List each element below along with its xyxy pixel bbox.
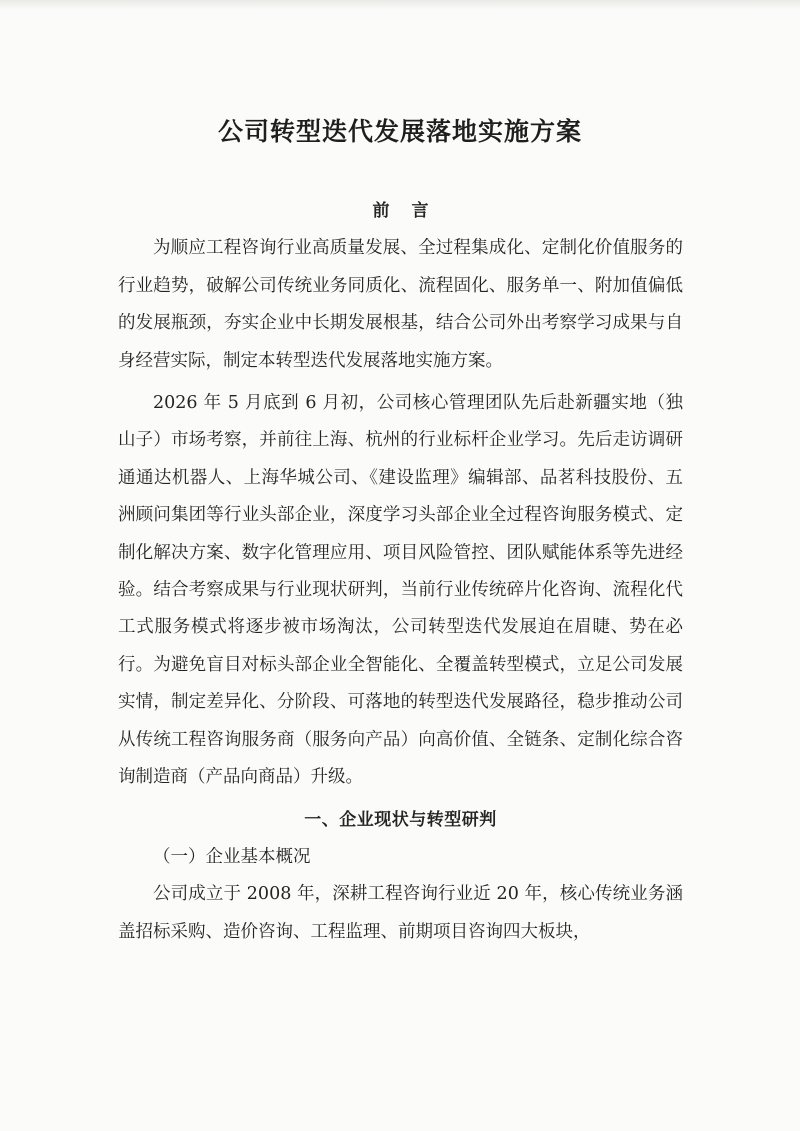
- section-1-paragraph: 公司成立于 2008 年，深耕工程咨询行业近 20 年，核心传统业务涵盖招标采购、造价咨询、工程监理、前期项目咨询四大板块，: [118, 884, 683, 942]
- preface-paragraph-1: 为顺应工程咨询行业高质量发展、全过程集成化、定制化价值服务的行业趋势，破解公司传统业务同质化、流程固化、服务单一、附加值偏低的发展瓶颈，夯实企业中长期发展根基，结合公司外出考察学习成果与自身经营实际，制定本转型迭代发展落地实施方案。: [118, 238, 683, 371]
- section-heading-1: 一、企业现状与转型研判: [304, 809, 497, 830]
- preface-paragraph-2: 2026 年 5 月底到 6 月初，公司核心管理团队先后赴新疆实地（独山子）市场考察，并前往上海、杭州的行业标杆企业学习。先后走访调研通通达机器人、上海华城公司、《建设监理》编辑部、品茗科技股份、五洲顾问集团等行业头部企业，深度学习头部企业全过程咨询服务模式、定制化解决方案、数字化管理应用、项目风险管控、团队赋能体系等先进经验。结合考察成果与行业现状研判，当前行业传统碎片化咨询、流程化代工式服务模式将逐步被市场淘汰，公司转型迭代发展迫在眉睫、势在必行。为避免盲目对标头部企业全智能化、全覆盖转型模式，立足公司发展实情，制定差异化、分阶段、可落地的转型迭代发展路径，稳步推动公司从传统工程咨询服务商（服务向产品）向高价值、全链条、定制化综合咨询制造商（产品向商品）升级。: [118, 393, 683, 788]
- subsection-heading-1: （一）企业基本概况: [153, 846, 311, 867]
- scan-edge: [0, 0, 800, 10]
- preface-heading: 前言: [372, 201, 451, 221]
- document-body: [118, 193, 683, 951]
- document-title: 公司转型迭代发展落地实施方案: [217, 117, 582, 146]
